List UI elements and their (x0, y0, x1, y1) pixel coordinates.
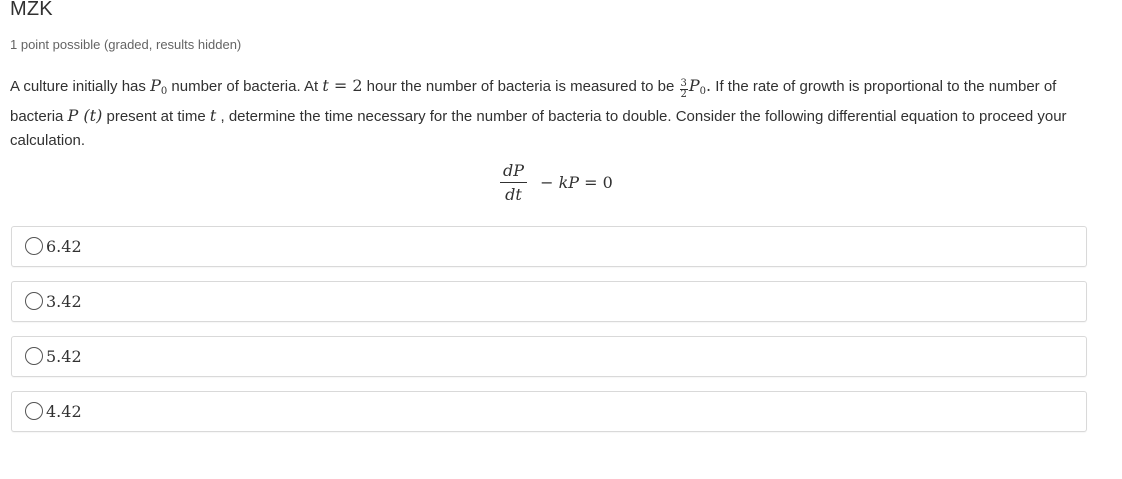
problem-text: , determine the time necessary for the number of bacteria to double. Consider the following differential equation to proceed your calculation. (10, 108, 1067, 149)
answer-choice-label[interactable]: 3.42 (46, 292, 82, 311)
equation-equals: = 0 (579, 172, 613, 192)
answer-choice-3[interactable] (11, 336, 1087, 377)
answer-choice-label[interactable]: 5.42 (46, 347, 82, 366)
math-equals: = 2 (328, 76, 363, 95)
problem-title: MZK (10, 0, 53, 20)
problem-points-info: 1 point possible (graded, results hidden) (10, 37, 242, 52)
answer-choice-label[interactable]: 4.42 (46, 402, 82, 421)
problem-text: A culture initially has (10, 78, 151, 95)
equation-minus: − (535, 172, 559, 192)
equation-denominator: dt (505, 184, 522, 204)
math-p-of-t: P (t) (67, 106, 103, 125)
problem-statement (10, 74, 1095, 153)
math-period: . (706, 76, 712, 95)
answer-choice-1[interactable] (11, 226, 1087, 267)
math-subscript: 0 (160, 86, 168, 97)
radio-button[interactable] (25, 237, 43, 255)
math-t: t (209, 106, 217, 125)
radio-button[interactable] (25, 402, 43, 420)
problem-text: number of bacteria. At (167, 78, 323, 95)
equation-rest (535, 173, 613, 192)
problem-text: If the rate of growth is proportional to the number of bacteria (10, 78, 1057, 125)
problem-text: present at time (102, 108, 210, 125)
equation-kp: kP (558, 172, 580, 192)
answer-choice-4[interactable] (11, 391, 1087, 432)
equation-numerator: dP (500, 161, 527, 183)
math-fraction (680, 79, 688, 100)
math-subscript: 0 (699, 86, 707, 97)
fraction-denominator: 2 (680, 89, 687, 100)
radio-button[interactable] (25, 347, 43, 365)
math-p: P (150, 76, 161, 95)
answer-choice-label[interactable]: 6.42 (46, 237, 82, 256)
answer-choice-2[interactable] (11, 281, 1087, 322)
problem-text: hour the number of bacteria is measured to be (362, 78, 679, 95)
equation-fraction (500, 161, 527, 204)
radio-button[interactable] (25, 292, 43, 310)
math-t: t (322, 76, 329, 95)
differential-equation (500, 158, 613, 206)
math-p: P (688, 76, 700, 95)
fraction-numerator: 3 (680, 78, 687, 89)
